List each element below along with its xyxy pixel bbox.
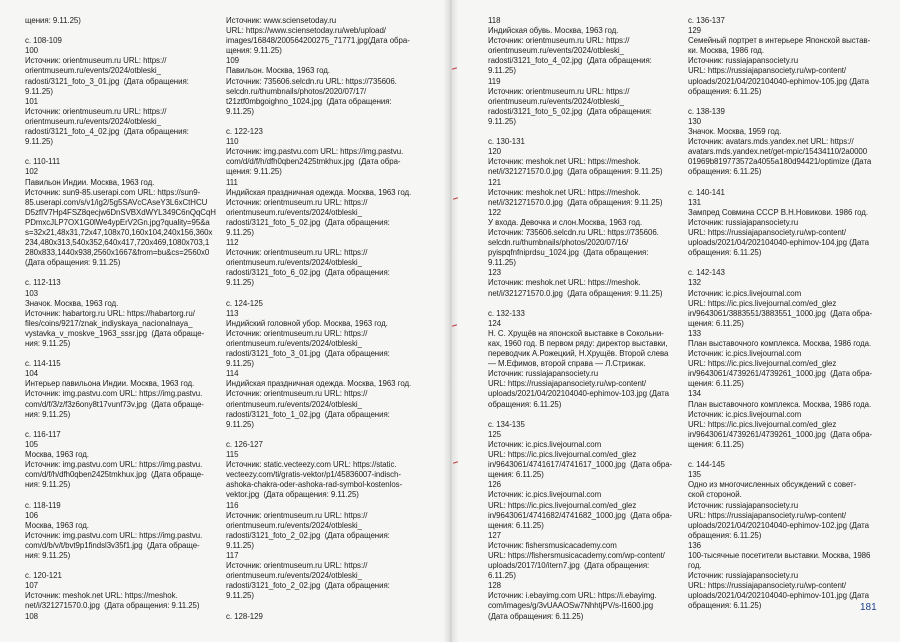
reference-line: URL: https://ic.pics.livejournal.com/ed_glez [688,298,837,308]
reference-line: uploads/2017/10/itern7.jpg (Дата обращения: [488,561,650,571]
reference-line: 125 [488,429,502,439]
reference-line: 128 [488,581,502,591]
reference-line: с. 124-125 [226,298,263,308]
reference-line: orientmuseum.ru/events/2024/otbleski_ [226,571,362,581]
reference-line: 117 [226,550,239,560]
reference-line: Источник: static.vecteezy.com URL: https://static. [226,460,397,470]
reference-line: net/i/321271570.0.jpg (Дата обращения: 9.11.25) [488,288,663,298]
reference-line: 119 [488,76,501,86]
reference-line: uploads/2021/04/202104040-ephimov-105.jpg (Дата [688,76,869,86]
reference-line: ской стороной. [688,490,742,500]
reference-line: щения: 6.11.25) [688,439,744,449]
paragraph-gap [226,430,431,440]
reference-line: с. 132-133 [488,308,525,318]
references-column-4 [688,16,893,612]
reference-line: Индийская праздничная одежда. Москва, 1963 год. [226,187,412,197]
reference-line: 9.11.25) [226,540,254,550]
reference-line: ashoka-chakra-oder-ashoka-rad-symbol-kostenlos- [226,480,403,490]
reference-line: Источник: ic.pics.livejournal.com [688,288,802,298]
reference-line: 9.11.25) [488,258,516,268]
reference-line: 120 [488,147,502,157]
reference-line: URL: https://ic.pics.livejournal.com/ed_glez [488,500,637,510]
reference-line: План выставочного комплекса. Москва, 1986 года. [688,339,872,348]
reference-line: orientmuseum.ru/events/2024/otbleski_ [226,399,362,409]
reference-line: 118 [488,16,501,25]
reference-line: uploads/2021/04/202104040-ephimov-101.jpg (Дата [688,591,869,601]
reference-line: с. 140-141 [688,187,725,197]
reference-line: обращения: 6.11.25) [688,248,762,258]
reference-line: in/9643061/4741682/4741682_1000.jpg (Дата обра- [488,510,673,520]
reference-line: radosti/3121_foto_3_01.jpg (Дата обращения: [25,76,189,86]
reference-line: обращения: 6.11.25) [688,601,762,611]
reference-line: 101 [25,96,39,106]
reference-line: 131 [688,197,702,207]
reference-line: com/d/f/3/z/f3z6ony8t17vunf73v.jpg (Дата обраще- [25,399,204,409]
reference-line: У входа. Девочка и слон.Москва, 1963 год. [488,217,643,227]
reference-line: с. 118-119 [25,500,61,510]
reference-line: Источник: img.pastvu.com URL: https://img.pastvu. [226,147,404,157]
reference-line: Одно из многочисленных обсуждений с совет- [688,480,857,490]
reference-line: Индийская обувь. Москва, 1963 год. [488,26,619,36]
paragraph-gap [488,410,693,420]
reference-line: 9.11.25) [226,591,254,601]
reference-line: Значок. Москва, 1963 год. [25,298,119,308]
reference-line: files/coins/9217/znak_indiyskaya_nacionalnaya_ [25,318,193,328]
reference-line: Источник: russiajapansociety.ru [688,571,799,581]
reference-line: 9.11.25) [226,278,254,288]
reference-line: ния: 9.11.25) [25,409,71,419]
reference-line: Н. С. Хрущёв на японской выставке в Сокольни- [488,328,664,338]
reference-line: 109 [226,56,240,66]
paragraph-gap [688,97,893,107]
reference-line: 130 [688,116,702,126]
reference-line: Источник: ic.pics.livejournal.com [688,409,802,419]
reference-line: 280x833,1440x938,2560x1667&from=bu&cs=2560x0 [25,248,210,258]
reference-line: 100 [25,46,39,56]
reference-line: 9.11.25) [226,106,254,116]
reference-line: Источник: i.ebayimg.com URL: https://i.ebayimg. [488,591,657,601]
reference-line: с. 128-129 [226,611,263,621]
reference-line: uploads/2021/04/202104040-ephimov-103.jpg (Дата [488,389,669,399]
reference-line: 102 [25,167,39,177]
reference-line: 124 [488,318,502,328]
reference-line: План выставочного комплекса. Москва, 1986 года. [688,399,872,409]
paragraph-gap [25,349,230,359]
reference-line: URL: https://ic.pics.livejournal.com/ed_glez [488,450,637,460]
reference-line: avatars.mds.yandex.net/get-mpic/15434110/2a0000 [688,147,868,157]
reference-line: Источник: orientmuseum.ru URL: https:// [226,389,368,399]
reference-line: щения: 9.11.25) [226,46,282,56]
reference-line: 106 [25,510,39,520]
paragraph-gap [688,178,893,188]
reference-line: с. 120-121 [25,571,62,581]
paragraph-gap [25,147,230,157]
reference-line: Интерьер павильона Индии. Москва, 1963 год. [25,379,195,389]
reference-line: in/9643061/4741617/4741617_1000.jpg (Дата обра- [488,460,673,470]
reference-line: 110 [226,137,239,147]
reference-line: uploads/2021/04/202104040-ephimov-102.jpg (Дата [688,520,869,530]
reference-line: Источник: meshok.net URL: https://meshok. [488,157,641,167]
reference-line: orientmuseum.ru/events/2024/otbleski_ [226,258,362,268]
reference-line: 9.11.25) [226,419,254,429]
reference-line: с. 116-117 [25,429,61,439]
reference-line: Источник: orientmuseum.ru URL: https:// [226,328,368,338]
reference-line: 114 [226,369,239,379]
reference-line: Источник: russiajapansociety.ru [688,500,799,510]
reference-line: 9.11.25) [226,227,254,237]
reference-line: Семейный портрет в интерьере Японской выстав- [688,36,871,46]
reference-line: Источник: russiajapansociety.ru [688,217,799,227]
reference-line: 133 [688,328,702,338]
reference-line: Источник: orientmuseum.ru URL: https:// [488,36,630,46]
reference-line: Источник: ic.pics.livejournal.com [488,490,602,500]
reference-line: (Дата обращения: 6.11.25) [488,611,584,621]
references-column-2 [226,16,431,622]
reference-line: URL: https://russiajapansociety.ru/wp-content/ [488,379,647,389]
reference-line: uploads/2021/04/202104040-ephimov-104.jpg (Дата [688,238,869,248]
reference-line: Источник: img.pastvu.com URL: https://img.pastvu. [25,460,203,470]
reference-line: com/d/d/f/h/dfh0qben2425tmkhux.jpg (Дата обра- [226,157,401,167]
reference-line: Источник: meshok.net URL: https://meshok. [488,278,641,288]
reference-line: radosti/3121_foto_5_02.jpg (Дата обращения: [226,217,390,227]
reference-line: radosti/3121_foto_4_02.jpg (Дата обращения: [25,127,189,137]
reference-line: radosti/3121_foto_6_02.jpg (Дата обращения: [226,268,390,278]
reference-line: с. 110-111 [25,157,61,167]
reference-line: Источник: avatars.mds.yandex.net URL: https:// [688,137,854,147]
reference-line: 123 [488,268,502,278]
reference-line: 105 [25,439,39,449]
reference-line: щения: 6.11.25) [488,520,544,530]
reference-line: 9.11.25) [25,137,53,147]
reference-line: год. [688,561,702,571]
reference-line: radosti/3121_foto_2_02.jpg (Дата обращения: [226,581,390,591]
reference-line: in/9643061/4739261/4739261_1000.jpg (Дата обра- [688,369,873,379]
paragraph-gap [688,450,893,460]
reference-line: 104 [25,369,39,379]
reference-line: Зампред Совмина СССР В.Н.Новикови. 1986 год. [688,207,868,217]
reference-line: (Дата обращения: 9.11.25) [25,258,121,268]
reference-line: PDmxcJLP7OX1G0lWe4ypErV2Gn.jpg?quality=95&a [25,217,210,227]
reference-line: Москва, 1963 год. [25,450,89,460]
reference-line: щения: 6.11.25) [688,318,744,328]
reference-line: с. 114-115 [25,359,61,369]
reference-line: radosti/3121_foto_1_02.jpg (Дата обращения: [226,409,390,419]
reference-line: Источник: img.pastvu.com URL: https://img.pastvu. [25,389,203,399]
reference-line: с. 108-109 [25,36,62,46]
paragraph-gap [226,601,431,611]
paragraph-gap [226,117,431,127]
reference-line: orientmuseum.ru/events/2024/otbleski_ [25,66,161,76]
reference-line: s=32x21,48x31,72x47,108x70,160x104,240x156,360x [25,227,213,237]
reference-line: ния: 9.11.25) [25,480,71,490]
reference-line: с. 136-137 [688,16,725,25]
reference-line: URL: https://www.sciensetoday.ru/web/upload/ [226,26,386,36]
reference-line: Источник: orientmuseum.ru URL: https:// [226,197,368,207]
reference-line: с. 138-139 [688,106,725,116]
paragraph-gap [25,420,230,430]
reference-line: 113 [226,308,239,318]
reference-line: 136 [688,540,702,550]
paragraph-gap [25,490,230,500]
reference-line: щения: 9.11.25) [25,16,81,25]
reference-line: Источник: orientmuseum.ru URL: https:// [226,561,368,571]
reference-line: net/i/321271570.0.jpg (Дата обращения: 9.11.25) [488,167,663,177]
reference-line: Источник: orientmuseum.ru URL: https:// [488,86,630,96]
reference-line: Источник: 735606.selcdn.ru URL: https://735606. [226,76,397,86]
reference-line: radosti/3121_foto_5_02.jpg (Дата обращения: [488,106,652,116]
reference-line: radosti/3121_foto_3_01.jpg (Дата обращения: [226,349,390,359]
reference-line: Индийский головной убор. Москва, 1963 год. [226,318,388,328]
reference-line: 234,480x313,540x352,640x417,720x469,1080x703,1 [25,238,210,248]
reference-line: Источник: sun9-85.userapi.com URL: https://sun9- [25,187,201,197]
reference-line: Источник: www.sciensetoday.ru [226,16,337,25]
reference-line: Источник: orientmuseum.ru URL: https:// [25,106,167,116]
reference-line: 103 [25,288,39,298]
reference-line: Павильон. Москва, 1963 год. [226,66,330,76]
reference-line: Москва, 1963 год. [25,520,89,530]
reference-line: 01969b819773572a4055a180d94421/optimize (Дата [688,157,872,167]
reference-line: щения: 9.11.25) [226,167,282,177]
reference-line: Источник: meshok.net URL: https://meshok. [488,187,641,197]
reference-line: обращения: 6.11.25) [688,530,762,540]
reference-line: net/i/321271570.0.jpg (Дата обращения: 9.11.25) [25,601,200,611]
reference-line: 115 [226,450,239,460]
reference-line: щения: 6.11.25) [688,379,744,389]
reference-line: 116 [226,500,239,510]
reference-line: ния: 9.11.25) [25,550,71,560]
reference-line: с. 130-131 [488,137,525,147]
reference-line: переводчик А.Рожецкий, Н.Хрущёв. Второй слева [488,349,669,359]
reference-line: images/16848/200564200275_71771.jpg(Дата обра- [226,36,410,46]
reference-line: Источник: fishersmusicacademy.com [488,540,617,550]
paragraph-gap [488,127,693,137]
paragraph-gap [25,268,230,278]
reference-line: URL: https://fishersmusicacademy.com/wp-content/ [488,550,665,560]
reference-line: vystavka_v_moskve_1963_sssr.jpg (Дата обраще- [25,328,205,338]
reference-line: Источник: img.pastvu.com URL: https://img.pastvu. [25,530,203,540]
reference-line: pyispqfnfniprdsu_1024.jpg (Дата обращения: [488,248,649,258]
reference-line: 107 [25,581,39,591]
reference-line: Значок. Москва, 1959 год. [688,127,782,137]
reference-line: обращения: 6.11.25) [688,167,762,177]
reference-line: Источник: orientmuseum.ru URL: https:// [25,56,167,66]
reference-line: ния: 9.11.25) [25,339,71,348]
reference-line: com/d/b/v/t/bvt9p1findsl3v35f1.jpg (Дата обраще- [25,540,200,550]
reference-line: vektor.jpg (Дата обращения: 9.11.25) [226,490,359,500]
reference-line: 134 [688,389,702,399]
reference-line: orientmuseum.ru/events/2024/otbleski_ [488,96,624,106]
reference-line: 9.11.25) [488,116,516,126]
reference-line: URL: https://russiajapansociety.ru/wp-content/ [688,66,847,76]
reference-line: in/9643061/3883551/3883551_1000.jpg (Дата обра- [688,308,873,318]
reference-line: 127 [488,530,502,540]
reference-line: Источник: russiajapansociety.ru [688,56,799,66]
reference-line: com/d/f/h/dfh0qben2425tmkhux.jpg (Дата обраще- [25,470,204,480]
reference-line: — М.Ефимов, второй справа — Л.Стрижак. [488,359,646,369]
paragraph-gap [488,299,693,309]
reference-line: с. 112-113 [25,278,61,288]
reference-line: щения: 6.11.25) [488,470,544,480]
reference-line: ки. Москва, 1986 год. [688,46,764,56]
reference-line: Источник: orientmuseum.ru URL: https:// [226,510,368,520]
reference-line: ках, 1960 год. В первом ряду: директор выставки, [488,339,668,348]
reference-line: com/images/g/3vUAAOSw7NhhtjPV/s-l1600.jpg [488,601,654,611]
reference-line: с. 134-135 [488,419,525,429]
reference-line: Источник: habartorg.ru URL: https://habartorg.ru/ [25,308,195,318]
reference-line: обращения: 6.11.25) [488,399,562,409]
reference-line: Источник: 735606.selcdn.ru URL: https://735606. [488,227,659,237]
reference-line: 129 [688,26,702,36]
reference-line: 111 [226,177,238,187]
reference-line: t21ztf0mbgoighno_1024.jpg (Дата обращения: [226,96,392,106]
reference-line: in/9643061/4739261/4739261_1000.jpg (Дата обра- [688,429,873,439]
reference-line: radosti/3121_foto_2_02.jpg (Дата обращения: [226,530,390,540]
paragraph-gap [688,258,893,268]
page-number: 181 [860,602,877,613]
paragraph-gap [25,26,230,36]
reference-line: 85.userapi.com/s/v1/ig2/5g5SAVcCAseY3L6xCtHCU [25,197,208,207]
reference-line: 9.11.25) [25,86,53,96]
reference-line: с. 142-143 [688,268,725,278]
reference-line: Индийская праздничная одежда. Москва, 1963 год. [226,379,412,389]
reference-line: Источник: ic.pics.livejournal.com [688,349,802,359]
reference-line: 112 [226,238,239,248]
reference-line: 121 [488,177,502,187]
reference-line: D5zfIV7Hp4FSZ8qecjw6DnSVBXdWYL349C6nQqCqH [25,207,216,217]
reference-line: Источник: meshok.net URL: https://meshok. [25,591,178,601]
reference-line: selcdn.ru/thumbnails/photos/2020/07/17/ [226,86,367,96]
reference-line: URL: https://russiajapansociety.ru/wp-content/ [688,510,847,520]
paragraph-gap [25,561,230,571]
reference-line: URL: https://ic.pics.livejournal.com/ed_glez [688,359,837,369]
reference-line: с. 144-145 [688,460,725,470]
reference-line: vecteezy.com/ti/gratis-vektor/p1/45836007-indisch- [226,470,401,480]
reference-line: URL: https://russiajapansociety.ru/wp-content/ [688,227,847,237]
reference-line: orientmuseum.ru/events/2024/otbleski_ [25,116,161,126]
reference-line: orientmuseum.ru/events/2024/otbleski_ [226,339,362,348]
reference-line: 122 [488,207,502,217]
reference-line: orientmuseum.ru/events/2024/otbleski_ [226,520,362,530]
reference-line: обращения: 6.11.25) [688,86,762,96]
references-column-1 [25,16,230,622]
page-gutter [443,0,459,642]
reference-line: 100-тысячные посетители выставки. Москва, 1986 [688,550,871,560]
paragraph-gap [226,289,431,299]
reference-line: Источник: orientmuseum.ru URL: https:// [226,248,368,258]
reference-line: selcdn.ru/thumbnails/photos/2020/07/16/ [488,238,629,248]
reference-line: 9.11.25) [226,359,254,369]
reference-line: 6.11.25) [488,571,516,581]
reference-line: с. 122-123 [226,127,263,137]
reference-line: Источник: russiajapansociety.ru [488,369,599,379]
reference-line: Павильон Индии. Москва, 1963 год. [25,177,155,187]
reference-line: Источник: ic.pics.livejournal.com [488,439,602,449]
reference-line: 132 [688,278,702,288]
reference-line: orientmuseum.ru/events/2024/otbleski_ [488,46,624,56]
reference-line: с. 126-127 [226,439,263,449]
reference-line: URL: https://russiajapansociety.ru/wp-content/ [688,581,847,591]
reference-line: net/i/321271570.0.jpg (Дата обращения: 9.11.25) [488,197,663,207]
reference-line: orientmuseum.ru/events/2024/otbleski_ [226,207,362,217]
reference-line: 135 [688,470,702,480]
reference-line: 126 [488,480,502,490]
reference-line: radosti/3121_foto_4_02.jpg (Дата обращения: [488,56,652,66]
reference-line: URL: https://ic.pics.livejournal.com/ed_glez [688,419,837,429]
reference-line: 9.11.25) [488,66,516,76]
reference-line: 108 [25,611,39,621]
references-column-3 [488,16,693,622]
